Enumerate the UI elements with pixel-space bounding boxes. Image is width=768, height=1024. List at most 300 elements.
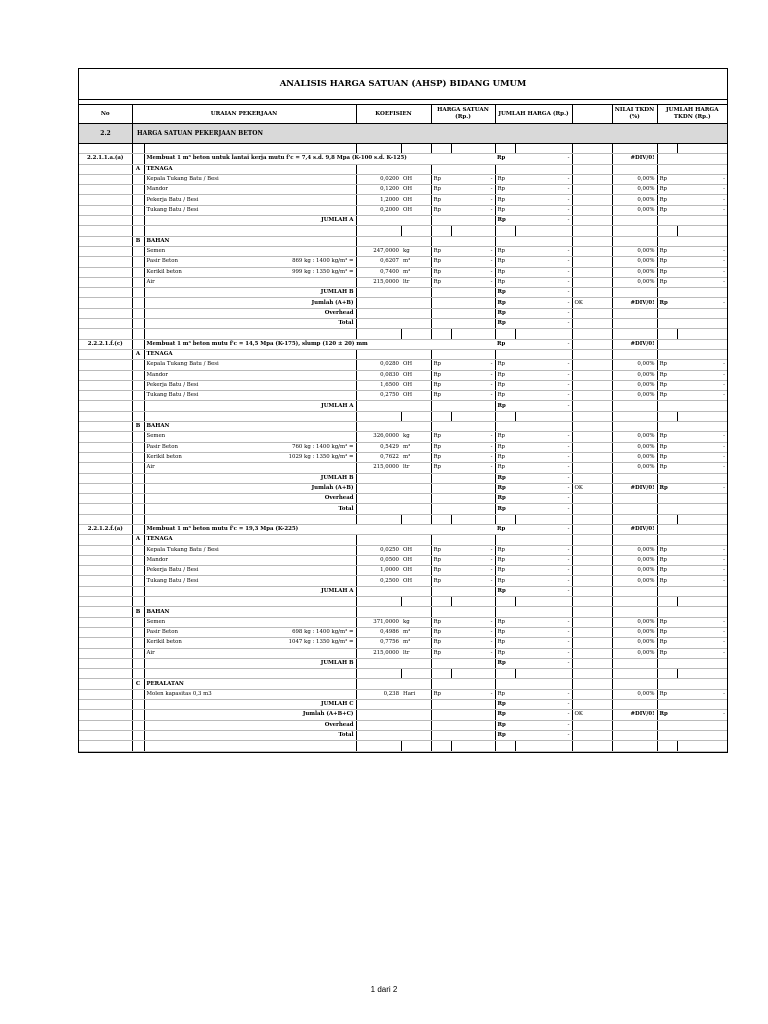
total-row bbox=[79, 216, 727, 226]
total-value: - bbox=[515, 586, 572, 596]
koefisien-value: 0,2000 bbox=[356, 205, 401, 215]
tkdn-rp: Rp bbox=[657, 617, 677, 627]
resource-row bbox=[79, 360, 727, 370]
unit: OH bbox=[401, 360, 431, 370]
resource-cell bbox=[144, 391, 356, 401]
blank-row bbox=[79, 144, 727, 154]
total-row bbox=[79, 401, 727, 411]
jumlah-rp: Rp bbox=[495, 638, 515, 648]
tkdn-rp: Rp bbox=[657, 391, 677, 401]
tkdn-percent: 0,00% bbox=[612, 463, 657, 473]
header-blank bbox=[572, 105, 612, 124]
group-name: TENAGA bbox=[144, 535, 356, 545]
resource-note: 869 kg : 1400 kg/m³ = bbox=[292, 258, 354, 265]
group-letter: B bbox=[132, 236, 144, 246]
harga-value: - bbox=[451, 391, 495, 401]
item-tkdn-div0: #DIV/0! bbox=[612, 524, 657, 534]
resource-name: Kepala Tukang Batu / Besi bbox=[146, 361, 219, 368]
tkdn-percent: 0,00% bbox=[612, 576, 657, 586]
harga-rp: Rp bbox=[431, 566, 451, 576]
harga-rp: Rp bbox=[431, 576, 451, 586]
resource-note: 760 kg : 1400 kg/m³ = bbox=[292, 443, 354, 450]
tkdn-value: - bbox=[677, 370, 727, 380]
resource-name: Semen bbox=[146, 618, 166, 625]
tkdn-rp: Rp bbox=[657, 360, 677, 370]
jumlah-value: - bbox=[515, 380, 572, 390]
koefisien-value: 215,0000 bbox=[356, 277, 401, 287]
jumlah-value: - bbox=[515, 246, 572, 256]
total-label: Jumlah (A+B+C) bbox=[144, 710, 356, 720]
jumlah-value: - bbox=[515, 689, 572, 699]
jumlah-value: - bbox=[515, 195, 572, 205]
blank-row bbox=[79, 411, 727, 421]
tkdn-value: - bbox=[677, 617, 727, 627]
resource-cell bbox=[144, 555, 356, 565]
harga-rp: Rp bbox=[431, 360, 451, 370]
tkdn-rp: Rp bbox=[657, 545, 677, 555]
total-value: - bbox=[515, 473, 572, 483]
resource-row bbox=[79, 617, 727, 627]
tkdn-value: - bbox=[677, 576, 727, 586]
header-nilai-tkdn: NILAI TKDN (%) bbox=[612, 105, 657, 124]
koefisien-value: 0,0250 bbox=[356, 545, 401, 555]
harga-rp: Rp bbox=[431, 638, 451, 648]
koefisien-value: 371,0000 bbox=[356, 617, 401, 627]
jumlah-value: - bbox=[515, 555, 572, 565]
harga-rp: Rp bbox=[431, 257, 451, 267]
jumlah-value: - bbox=[515, 267, 572, 277]
header-no: No bbox=[79, 105, 132, 124]
total-rp: Rp bbox=[495, 730, 515, 740]
total-rp: Rp bbox=[495, 319, 515, 329]
harga-rp: Rp bbox=[431, 452, 451, 462]
section-label: HARGA SATUAN PEKERJAAN BETON bbox=[137, 130, 263, 137]
resource-cell bbox=[144, 545, 356, 555]
jumlah-rp: Rp bbox=[495, 555, 515, 565]
koefisien-value: 326,0000 bbox=[356, 432, 401, 442]
group-name: BAHAN bbox=[144, 422, 356, 432]
harga-value: - bbox=[451, 246, 495, 256]
harga-value: - bbox=[451, 185, 495, 195]
resource-cell bbox=[144, 617, 356, 627]
group-header-row bbox=[79, 349, 727, 359]
resource-cell bbox=[144, 246, 356, 256]
tkdn-rp: Rp bbox=[657, 174, 677, 184]
tkdn-percent: 0,00% bbox=[612, 638, 657, 648]
tkdn-value: - bbox=[677, 380, 727, 390]
total-row bbox=[79, 710, 727, 720]
harga-rp: Rp bbox=[431, 267, 451, 277]
resource-cell bbox=[144, 648, 356, 658]
unit: m³ bbox=[401, 627, 431, 637]
total-value: - bbox=[515, 319, 572, 329]
jumlah-rp: Rp bbox=[495, 277, 515, 287]
unit: OH bbox=[401, 195, 431, 205]
total-rp: Rp bbox=[495, 658, 515, 668]
total-rp: Rp bbox=[495, 401, 515, 411]
tkdn-total-value: - bbox=[677, 483, 727, 493]
resource-cell bbox=[144, 576, 356, 586]
resource-cell bbox=[144, 442, 356, 452]
tkdn-rp: Rp bbox=[657, 277, 677, 287]
group-header-row bbox=[79, 422, 727, 432]
harga-value: - bbox=[451, 360, 495, 370]
unit: m³ bbox=[401, 638, 431, 648]
jumlah-rp: Rp bbox=[495, 648, 515, 658]
harga-rp: Rp bbox=[431, 555, 451, 565]
koefisien-value: 0,1200 bbox=[356, 185, 401, 195]
resource-note: 1047 kg : 1350 kg/m³ = bbox=[288, 639, 354, 646]
total-label: Total bbox=[144, 319, 356, 329]
resource-name: Mandor bbox=[146, 557, 168, 564]
unit: kg bbox=[401, 617, 431, 627]
resource-cell bbox=[144, 638, 356, 648]
unit: m³ bbox=[401, 257, 431, 267]
unit: ltr bbox=[401, 463, 431, 473]
jumlah-value: - bbox=[515, 648, 572, 658]
tkdn-value: - bbox=[677, 638, 727, 648]
koefisien-value: 0,7756 bbox=[356, 638, 401, 648]
total-label: JUMLAH B bbox=[144, 288, 356, 298]
tkdn-percent: 0,00% bbox=[612, 257, 657, 267]
total-row bbox=[79, 720, 727, 730]
harga-value: - bbox=[451, 545, 495, 555]
total-value: - bbox=[515, 401, 572, 411]
column-header bbox=[79, 105, 727, 124]
total-row bbox=[79, 319, 727, 329]
total-value: - bbox=[515, 298, 572, 308]
resource-row bbox=[79, 555, 727, 565]
total-rp: Rp bbox=[495, 710, 515, 720]
tkdn-rp: Rp bbox=[657, 566, 677, 576]
resource-cell bbox=[144, 277, 356, 287]
resource-name: Kerikil beton bbox=[146, 268, 182, 275]
tkdn-rp: Rp bbox=[657, 195, 677, 205]
total-row bbox=[79, 586, 727, 596]
resource-note: 1029 kg : 1350 kg/m³ = bbox=[288, 454, 354, 461]
jumlah-value: - bbox=[515, 205, 572, 215]
koefisien-value: 0,6207 bbox=[356, 257, 401, 267]
jumlah-rp: Rp bbox=[495, 185, 515, 195]
jumlah-rp: Rp bbox=[495, 627, 515, 637]
total-rp: Rp bbox=[495, 586, 515, 596]
header-jumlah-harga: JUMLAH HARGA (Rp.) bbox=[495, 105, 572, 124]
tkdn-percent: 0,00% bbox=[612, 545, 657, 555]
unit: OH bbox=[401, 545, 431, 555]
tkdn-rp: Rp bbox=[657, 185, 677, 195]
resource-row bbox=[79, 566, 727, 576]
total-row bbox=[79, 494, 727, 504]
resource-row bbox=[79, 463, 727, 473]
resource-row bbox=[79, 391, 727, 401]
ok-flag: OK bbox=[572, 710, 612, 720]
resource-cell bbox=[144, 463, 356, 473]
harga-rp: Rp bbox=[431, 277, 451, 287]
koefisien-value: 0,2500 bbox=[356, 576, 401, 586]
harga-value: - bbox=[451, 648, 495, 658]
group-name: PERALATAN bbox=[144, 679, 356, 689]
jumlah-value: - bbox=[515, 185, 572, 195]
total-row bbox=[79, 504, 727, 514]
tkdn-percent: 0,00% bbox=[612, 205, 657, 215]
total-label: JUMLAH A bbox=[144, 401, 356, 411]
total-value: - bbox=[515, 216, 572, 226]
total-label: JUMLAH A bbox=[144, 216, 356, 226]
jumlah-value: - bbox=[515, 452, 572, 462]
harga-rp: Rp bbox=[431, 391, 451, 401]
jumlah-rp: Rp bbox=[495, 257, 515, 267]
total-rp: Rp bbox=[495, 720, 515, 730]
total-rp: Rp bbox=[495, 473, 515, 483]
koefisien-value: 0,0200 bbox=[356, 174, 401, 184]
total-value: - bbox=[515, 504, 572, 514]
tkdn-rp: Rp bbox=[657, 555, 677, 565]
tkdn-percent: 0,00% bbox=[612, 174, 657, 184]
total-row bbox=[79, 288, 727, 298]
unit: OH bbox=[401, 576, 431, 586]
item-description: Membuat 1 m³ beton mutu f'c = 14,5 Mpa (K-175), slump (120 ± 20) mm bbox=[144, 339, 495, 349]
jumlah-value: - bbox=[515, 576, 572, 586]
resource-row bbox=[79, 648, 727, 658]
harga-rp: Rp bbox=[431, 545, 451, 555]
tkdn-value: - bbox=[677, 185, 727, 195]
koefisien-value: 1,6500 bbox=[356, 380, 401, 390]
resource-name: Pekerja Batu / Besi bbox=[146, 567, 199, 574]
tkdn-rp: Rp bbox=[657, 463, 677, 473]
jumlah-rp: Rp bbox=[495, 442, 515, 452]
harga-value: - bbox=[451, 267, 495, 277]
resource-cell bbox=[144, 380, 356, 390]
tkdn-percent: 0,00% bbox=[612, 442, 657, 452]
koefisien-value: 0,0280 bbox=[356, 360, 401, 370]
tkdn-value: - bbox=[677, 391, 727, 401]
group-letter: C bbox=[132, 679, 144, 689]
harga-rp: Rp bbox=[431, 648, 451, 658]
blank-row bbox=[79, 669, 727, 679]
total-row bbox=[79, 730, 727, 740]
group-header-row bbox=[79, 679, 727, 689]
harga-value: - bbox=[451, 627, 495, 637]
resource-row bbox=[79, 380, 727, 390]
tkdn-total-value: - bbox=[677, 298, 727, 308]
koefisien-value: 0,238 bbox=[356, 689, 401, 699]
jumlah-rp: Rp bbox=[495, 370, 515, 380]
total-rp: Rp bbox=[495, 494, 515, 504]
harga-value: - bbox=[451, 205, 495, 215]
unit: kg bbox=[401, 246, 431, 256]
tkdn-rp: Rp bbox=[657, 370, 677, 380]
harga-rp: Rp bbox=[431, 689, 451, 699]
total-row bbox=[79, 473, 727, 483]
jumlah-value: - bbox=[515, 174, 572, 184]
resource-name: Semen bbox=[146, 248, 166, 255]
harga-rp: Rp bbox=[431, 195, 451, 205]
item-tkdn-div0: #DIV/0! bbox=[612, 154, 657, 164]
total-value: - bbox=[515, 494, 572, 504]
ahsp-sheet bbox=[78, 68, 728, 753]
resource-row bbox=[79, 370, 727, 380]
tkdn-total-rp: Rp bbox=[657, 710, 677, 720]
harga-rp: Rp bbox=[431, 627, 451, 637]
header-uraian: URAIAN PEKERJAAN bbox=[132, 105, 356, 124]
koefisien-value: 247,0000 bbox=[356, 246, 401, 256]
total-label: JUMLAH B bbox=[144, 658, 356, 668]
tkdn-percent: 0,00% bbox=[612, 277, 657, 287]
ok-flag: OK bbox=[572, 298, 612, 308]
jumlah-rp: Rp bbox=[495, 246, 515, 256]
jumlah-value: - bbox=[515, 442, 572, 452]
resource-name: Kepala Tukang Batu / Besi bbox=[146, 546, 219, 553]
unit: OH bbox=[401, 566, 431, 576]
resource-row bbox=[79, 185, 727, 195]
harga-rp: Rp bbox=[431, 463, 451, 473]
tkdn-value: - bbox=[677, 648, 727, 658]
resource-name: Air bbox=[146, 279, 155, 285]
total-value: - bbox=[515, 710, 572, 720]
harga-value: - bbox=[451, 370, 495, 380]
item-value: - bbox=[515, 339, 572, 349]
harga-value: - bbox=[451, 638, 495, 648]
tkdn-rp: Rp bbox=[657, 257, 677, 267]
tkdn-value: - bbox=[677, 555, 727, 565]
unit: m³ bbox=[401, 442, 431, 452]
tkdn-value: - bbox=[677, 205, 727, 215]
header-jumlah-tkdn: JUMLAH HARGA TKDN (Rp.) bbox=[657, 105, 727, 124]
tkdn-rp: Rp bbox=[657, 205, 677, 215]
total-label: Jumlah (A+B) bbox=[144, 483, 356, 493]
unit: m³ bbox=[401, 267, 431, 277]
resource-row bbox=[79, 627, 727, 637]
jumlah-value: - bbox=[515, 545, 572, 555]
harga-value: - bbox=[451, 174, 495, 184]
harga-value: - bbox=[451, 432, 495, 442]
unit: OH bbox=[401, 391, 431, 401]
tkdn-percent: 0,00% bbox=[612, 648, 657, 658]
total-value: - bbox=[515, 730, 572, 740]
total-rp: Rp bbox=[495, 483, 515, 493]
item-header-row bbox=[79, 154, 727, 164]
resource-cell bbox=[144, 566, 356, 576]
tkdn-value: - bbox=[677, 360, 727, 370]
group-letter: A bbox=[132, 535, 144, 545]
resource-cell bbox=[144, 267, 356, 277]
total-value: - bbox=[515, 288, 572, 298]
koefisien-value: 0,5429 bbox=[356, 442, 401, 452]
group-header-row bbox=[79, 607, 727, 617]
resource-row bbox=[79, 246, 727, 256]
resource-name: Kepala Tukang Batu / Besi bbox=[146, 176, 219, 183]
tkdn-value: - bbox=[677, 246, 727, 256]
resource-name: Mandor bbox=[146, 371, 168, 378]
group-letter: A bbox=[132, 164, 144, 174]
harga-rp: Rp bbox=[431, 246, 451, 256]
resource-cell bbox=[144, 195, 356, 205]
group-name: TENAGA bbox=[144, 164, 356, 174]
harga-rp: Rp bbox=[431, 174, 451, 184]
harga-value: - bbox=[451, 463, 495, 473]
tkdn-rp: Rp bbox=[657, 689, 677, 699]
tkdn-value: - bbox=[677, 452, 727, 462]
unit: OH bbox=[401, 380, 431, 390]
jumlah-rp: Rp bbox=[495, 195, 515, 205]
harga-value: - bbox=[451, 442, 495, 452]
koefisien-value: 1,0000 bbox=[356, 566, 401, 576]
total-rp: Rp bbox=[495, 298, 515, 308]
harga-rp: Rp bbox=[431, 370, 451, 380]
total-row bbox=[79, 308, 727, 318]
blank-row bbox=[79, 514, 727, 524]
total-label: Total bbox=[144, 730, 356, 740]
header-harga-satuan: HARGA SATUAN (Rp.) bbox=[431, 105, 495, 124]
harga-rp: Rp bbox=[431, 380, 451, 390]
tkdn-percent: 0,00% bbox=[612, 566, 657, 576]
tkdn-value: - bbox=[677, 545, 727, 555]
jumlah-rp: Rp bbox=[495, 432, 515, 442]
group-header-row bbox=[79, 164, 727, 174]
resource-row bbox=[79, 174, 727, 184]
jumlah-value: - bbox=[515, 432, 572, 442]
resource-row bbox=[79, 205, 727, 215]
harga-rp: Rp bbox=[431, 185, 451, 195]
item-header-row bbox=[79, 339, 727, 349]
koefisien-value: 215,0000 bbox=[356, 463, 401, 473]
jumlah-value: - bbox=[515, 391, 572, 401]
resource-row bbox=[79, 442, 727, 452]
resource-name: Pasir Beton bbox=[146, 258, 178, 265]
jumlah-value: - bbox=[515, 277, 572, 287]
ok-flag: OK bbox=[572, 483, 612, 493]
total-row bbox=[79, 700, 727, 710]
item-description: Membuat 1 m³ beton mutu f'c = 19,3 Mpa (K-225) bbox=[144, 524, 495, 534]
item-description: Membuat 1 m³ beton untuk lantai kerja mutu f'c = 7,4 s.d. 9,8 Mpa (K-100 s.d. K-125) bbox=[144, 154, 495, 164]
resource-cell bbox=[144, 205, 356, 215]
unit: m³ bbox=[401, 452, 431, 462]
tkdn-div0: #DIV/0! bbox=[612, 298, 657, 308]
unit: OH bbox=[401, 370, 431, 380]
blank-row bbox=[79, 741, 727, 751]
koefisien-value: 0,0500 bbox=[356, 555, 401, 565]
resource-row bbox=[79, 277, 727, 287]
jumlah-rp: Rp bbox=[495, 452, 515, 462]
total-value: - bbox=[515, 700, 572, 710]
unit: kg bbox=[401, 432, 431, 442]
tkdn-percent: 0,00% bbox=[612, 617, 657, 627]
resource-name: Kerikil beton bbox=[146, 454, 182, 461]
tkdn-value: - bbox=[677, 174, 727, 184]
resource-note: 999 kg : 1350 kg/m³ = bbox=[292, 268, 354, 275]
resource-name: Semen bbox=[146, 433, 166, 440]
total-label: Overhead bbox=[144, 308, 356, 318]
resource-row bbox=[79, 576, 727, 586]
total-value: - bbox=[515, 720, 572, 730]
page-footer: 1 dari 2 bbox=[370, 985, 398, 994]
jumlah-rp: Rp bbox=[495, 617, 515, 627]
resource-row bbox=[79, 545, 727, 555]
item-tkdn-div0: #DIV/0! bbox=[612, 339, 657, 349]
harga-value: - bbox=[451, 617, 495, 627]
resource-name: Air bbox=[146, 649, 155, 656]
total-rp: Rp bbox=[495, 700, 515, 710]
resource-name: Pasir Beton bbox=[146, 443, 178, 450]
harga-value: - bbox=[451, 195, 495, 205]
resource-cell bbox=[144, 689, 356, 699]
harga-rp: Rp bbox=[431, 617, 451, 627]
unit: OH bbox=[401, 555, 431, 565]
jumlah-value: - bbox=[515, 638, 572, 648]
tkdn-value: - bbox=[677, 627, 727, 637]
jumlah-rp: Rp bbox=[495, 174, 515, 184]
unit: OH bbox=[401, 185, 431, 195]
